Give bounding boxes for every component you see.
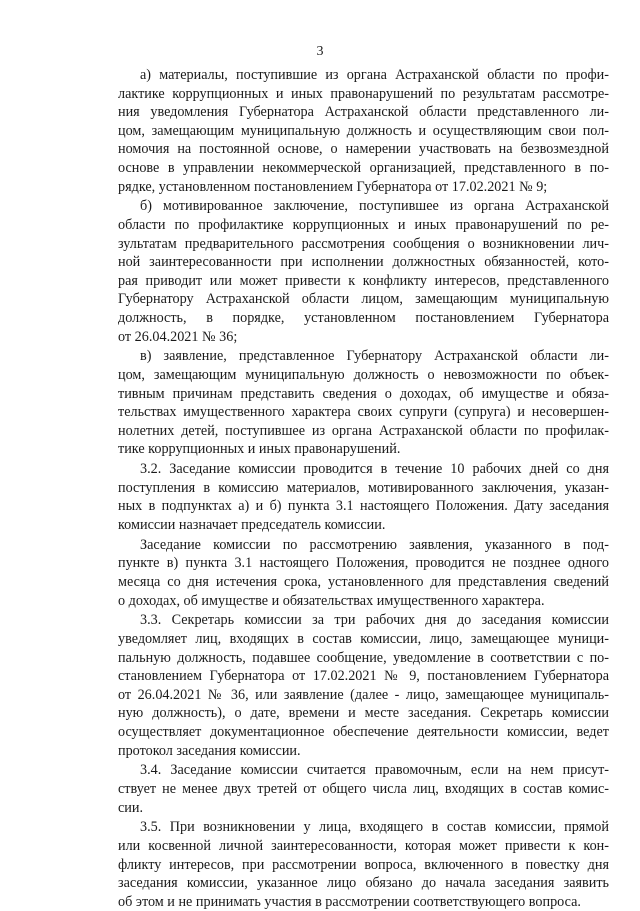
text-line: цом, замещающим муниципальную должность и осуществляющим свои пол- (118, 122, 609, 139)
text-line: ных в подпунктах а) и б) пункта 3.1 настоящего Положения. Дату заседания (118, 498, 609, 515)
text-line: 3.2. Заседание комиссии проводится в течение 10 рабочих дней со дня (140, 461, 609, 478)
text-line: комиссии назначает председатель комиссии. (118, 517, 386, 533)
text-line: тивным причинам представить сведения о доходах, об имуществе и обяза- (118, 385, 609, 402)
text-line: Губернатору Астраханской области лицом, замещающим муниципальную (118, 291, 609, 308)
text-line: становлением Губернатора от 17.02.2021 № 9, постановлением Губернатора (118, 668, 609, 685)
text-line: от 26.04.2021 № 36, или заявление (далее - лицо, замещающее муниципаль- (118, 686, 609, 703)
text-line: основе в управлении некоммерческой организацией, представленного в по- (118, 160, 609, 176)
text-line: месяца со дня истечения срока, установленного для представления сведений (118, 574, 609, 590)
text-line: пальную должность, подавшее сообщение, уведомление в соответствии с по- (118, 649, 609, 666)
text-line: ния уведомления Губернатора Астраханской области представленного ли- (118, 104, 609, 121)
text-line: уведомляет лиц, входящих в состав комиссии, лицо, замещающее муници- (118, 631, 609, 647)
text-line: 3.4. Заседание комиссии считается правомочным, если на нем присут- (140, 762, 609, 779)
text-line: б) мотивированное заключение, поступившее из органа Астраханской (140, 198, 609, 215)
text-line: пункте в) пункта 3.1 настоящего Положения, проводится не позднее одного (118, 555, 609, 572)
text-line: цом, замещающим муниципальную должность о невозможности по объек- (118, 367, 609, 383)
text-line: Заседание комиссии по рассмотрению заявления, указанного в под- (140, 536, 609, 553)
text-line: сии. (118, 799, 144, 816)
text-line: поступления в комиссию материалов, мотивированного заключения, указан- (118, 479, 609, 496)
text-line: номочия на постоянной основе, о намерении участвовать на безвозмездной (118, 141, 609, 158)
text-line: от 26.04.2021 № 36; (118, 328, 238, 345)
text-line: фликту интересов, при рассмотрении вопроса, включенного в повестку дня (118, 856, 609, 873)
text-line: заседания комиссии, указанное лицо обязано до начала заседания заявить (118, 875, 609, 892)
text-line: ную должность), о дате, времени и месте заседания. Секретарь комиссии (118, 705, 609, 722)
text-line: нолетних детей, поступившее из органа Астраханской области по профилак- (118, 422, 609, 439)
text-line: 3.3. Секретарь комиссии за три рабочих дня до заседания комиссии (140, 612, 609, 629)
text-line: зультатам предварительного рассмотрения сообщения о возникновении лич- (118, 235, 609, 252)
text-line: в) заявление, представленное Губернатору Астраханской области ли- (140, 348, 609, 365)
text-line: о доходах, об имуществе и обязательствах имущественного характера. (118, 592, 545, 609)
text-line: рая приводит или может привести к конфликту интересов, представленного (118, 272, 609, 289)
text-line: рядке, установленном постановлением Губернатора от 17.02.2021 № 9; (118, 178, 548, 195)
text-line: ной заинтересованности при исполнении должностных обязанностей, кото- (118, 254, 609, 271)
text-line: или косвенной личной заинтересованности, которая может привести к кон- (118, 838, 609, 854)
text-line: области по профилактике коррупционных и иных правонарушений по ре- (118, 217, 609, 233)
text-line: тельствах имущественного характера своих супруги (супруга) и несовершен- (118, 404, 609, 421)
text-line: должность, в порядке, установленном постановлением Губернатора (118, 310, 609, 326)
text-line: лактике коррупционных и иных правонарушений по результатам рассмотре- (118, 85, 609, 102)
text-line: тике коррупционных и иных правонарушений. (118, 441, 401, 458)
text-line: протокол заседания комиссии. (118, 742, 301, 759)
text-line: об этом и не принимать участия в рассмотрении соответствующего вопроса. (118, 893, 581, 910)
page-number: 3 (316, 44, 324, 59)
text-line: 3.5. При возникновении у лица, входящего в состав комиссии, прямой (140, 819, 609, 836)
text-line: ствует не менее двух третей от общего числа лиц, входящих в состав комис- (118, 781, 609, 797)
text-line: а) материалы, поступившие из органа Астраханской области по профи- (140, 67, 609, 83)
text-line: осуществляет документационное обеспечение деятельности комиссии, ведет (118, 724, 609, 740)
